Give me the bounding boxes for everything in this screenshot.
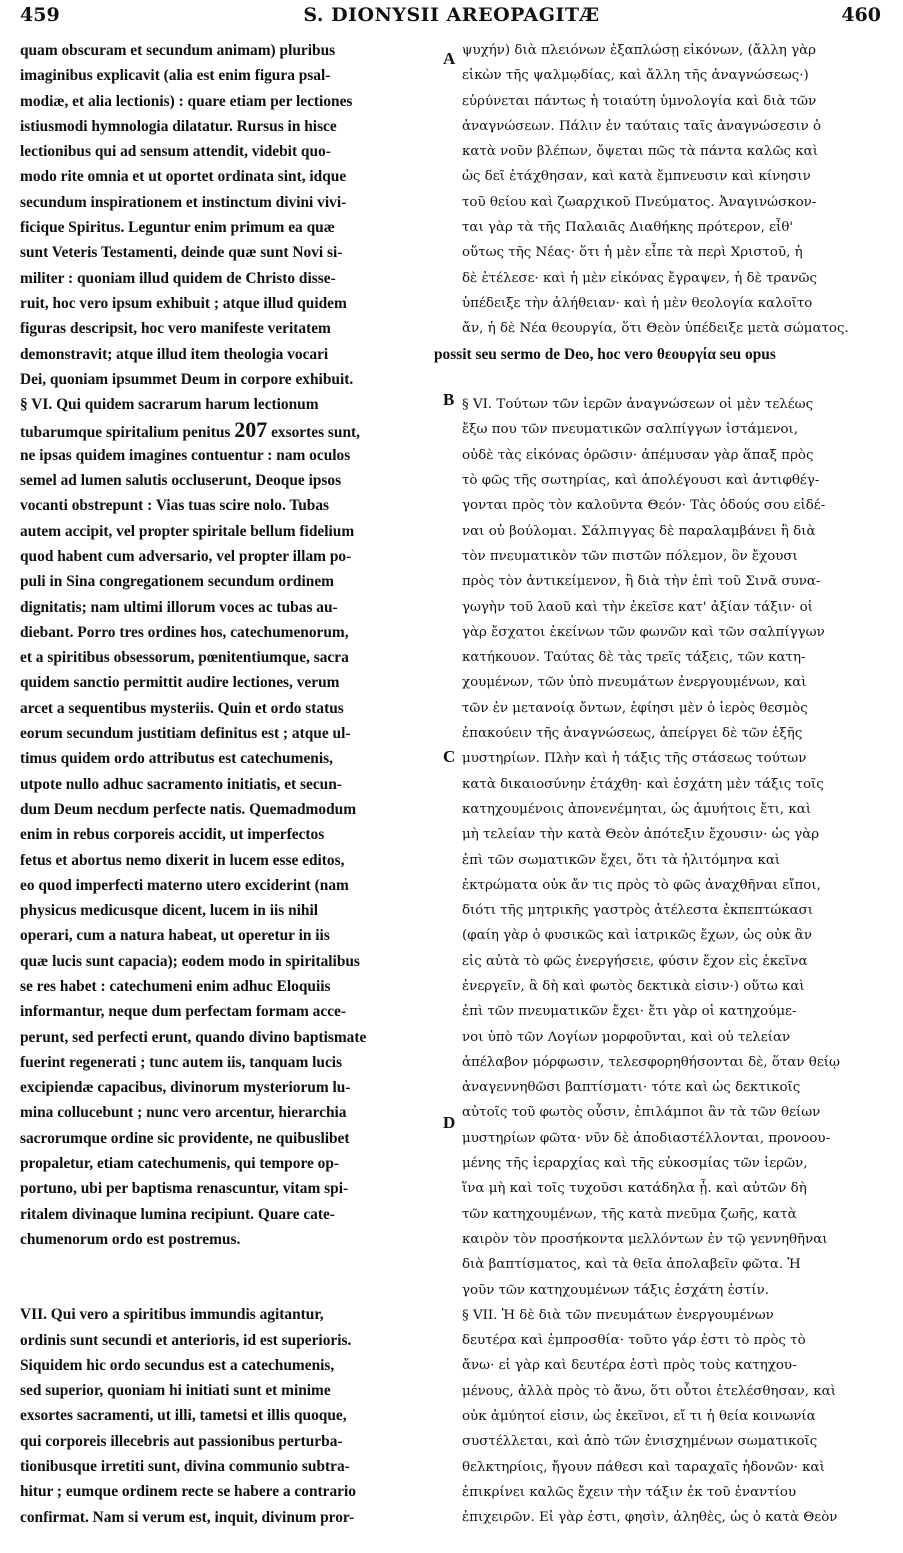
- text-line: quod habent cum adversario, vel propter illam po-: [20, 547, 352, 565]
- text-span: exsortes sunt,: [267, 424, 360, 442]
- text-line: ne ipsas quidem imagines contuentur : nam oculos: [20, 446, 351, 464]
- text-line: Siquidem hic ordo secundus est a catechumenis,: [20, 1356, 335, 1374]
- text-line: excipiendæ capacibus, divinorum mysteriorum lu-: [20, 1079, 351, 1097]
- text-line: puli in Sina congregationem secundum ordinem: [20, 573, 334, 591]
- text-line: οὐκ ἀμύητοί εἰσιν, ὡς ἐκεῖνοι, εἴ τι ἡ θεία κοινωνία: [462, 1409, 816, 1425]
- margin-marker-a: A: [443, 49, 456, 68]
- text-line: δὲ ἐτέλεσε· καὶ ἡ μὲν εἰκόνας ἔγραψεν, ἡ δὲ τρανῶς: [462, 270, 817, 286]
- text-line: οὐδὲ τὰς εἰκόνας ὁρῶσιν· ἀπέμυσαν γὰρ ἅπαξ πρὸς: [462, 447, 814, 463]
- text-line: diebant. Porro tres ordines hos, catechumenorum,: [20, 623, 349, 641]
- text-line: timus quidem ordo attributus est catechumenis,: [20, 750, 333, 768]
- text-line: dignitatis; nam ultimi illorum voces ac tubas au-: [20, 598, 338, 616]
- column-number: 207: [234, 417, 268, 443]
- text-line: νοι ὑπὸ τῶν Λογίων μορφοῦνται, καὶ οὐ τελείαν: [462, 1029, 791, 1045]
- text-line: modiæ, et alia lectionis) : quare etiam per lectiones: [20, 92, 353, 110]
- text-line: sed superior, quoniam hi initiati sunt et minime: [20, 1382, 331, 1400]
- text-line: ἄνω· εἰ γὰρ καὶ δευτέρα ἐστὶ πρὸς τοὺς κατηχου-: [462, 1358, 797, 1374]
- text-line: qui corporeis illecebris aut passionibus perturba-: [20, 1432, 343, 1450]
- text-line: hitur ; eumque ordinem recte se habere a contrario: [20, 1483, 356, 1501]
- text-line: et a spiritibus obsessorum, pœnitentiumque, sacra: [20, 649, 349, 667]
- latin-paragraph-3: [20, 1302, 438, 1530]
- text-line: quam obscuram et secundum animam) pluribus: [20, 42, 336, 59]
- text-line: ὡς δεῖ ἐτάχθησαν, καὶ κατὰ ἔμπνευσιν καὶ κίνησιν: [462, 169, 811, 185]
- text-line: figuras descripsit, hoc vero manifeste veritatem: [20, 320, 331, 338]
- text-line: μυστηρίων φῶτα· νῦν δὲ ἀποδιαστέλλονται, προνοου-: [462, 1130, 831, 1146]
- text-line: ἐπικρίνει καλῶς ἔχειν τὴν τάξιν ἐκ τοῦ ἐναντίου: [462, 1484, 797, 1500]
- text-line: ruit, hoc vero ipsum exhibuit ; atque illud quidem: [20, 294, 347, 312]
- text-line: se res habet : catechumeni enim adhuc Eloquiis: [20, 977, 331, 995]
- text-line: γονται πρὸς τὸν καλοῦντα Θεόν· Τὰς ὁδούς σου εἰδέ-: [462, 498, 826, 514]
- text-line: ἐκτρώματα οὐκ ἄν τις πρὸς τὸ φῶς ἀναχθῆναι εἴποι,: [462, 877, 821, 893]
- text-line: διότι τῆς μητρικῆς γαστρὸς ἀτέλεστα ἐκπεπτώκασι: [462, 903, 814, 919]
- paragraph-gap: [462, 367, 880, 392]
- text-line: τῶν κατηχουμένων, τῆς κατὰ πνεῦμα ζωῆς, κατὰ: [462, 1206, 797, 1222]
- text-line: μὴ τελείαν τὴν κατὰ Θεὸν ἀπότεξιν ἔχουσιν· ὡς γὰρ: [462, 827, 820, 843]
- text-line: [20, 417, 438, 442]
- text-line: ἐπιχειρῶν. Εἰ γὰρ ἐστι, φησὶν, ἀληθὲς, ὡς ὁ κατὰ Θεὸν: [462, 1510, 838, 1526]
- text-span: tubarumque spiritalium penitus: [20, 424, 235, 442]
- text-line: physicus medicusque dicent, lucem in iis nihil: [20, 902, 319, 920]
- text-line: ἐπὶ τῶν σωματικῶν ἔχει, ὅτι τὰ ἠλιτόμηνα καὶ: [462, 852, 781, 868]
- text-line: τῶν ἐν μετανοίᾳ ὄντων, ἐφίησι μὲν ὁ ἱερὸς θεσμὸς: [462, 700, 808, 716]
- greek-paragraph-3: [462, 1303, 880, 1531]
- text-line: γὰρ ἔσχατοι ἐκείνων τῶν φωνῶν καὶ τῶν σαλπίγγων: [462, 624, 825, 640]
- text-line: ἐπὶ τῶν πνευματικῶν ἔχει· ἔτι γὰρ οἱ κατηχούμε-: [462, 1004, 797, 1020]
- text-line: πρὸς τὸν ἀντικείμενον, ἢ διὰ τὴν ἐπὶ τοῦ Σινᾶ συνα-: [462, 574, 821, 590]
- text-line: ficique Spiritus. Leguntur enim primum ea quæ: [20, 219, 335, 237]
- text-line: διὰ βαπτίσματος, καὶ τὰ θεῖα ἀπολαβεῖν φῶτα. Ἡ: [462, 1257, 801, 1273]
- margin-marker-c: C: [443, 747, 456, 766]
- text-line: quidem sanctio permittit audire lectiones, verum: [20, 674, 340, 692]
- text-line: semel ad lumen salutis occluserunt, Deoque ipsos: [20, 472, 342, 490]
- section-heading-line: § VI. Qui quidem sacrarum harum lectionum: [20, 396, 319, 414]
- text-line: μένους, ἀλλὰ πρὸς τὸ ἄνω, ὅτι οὗτοι ἐτελέσθησαν, καὶ: [462, 1383, 836, 1399]
- latin-paragraph-1: [20, 38, 438, 392]
- text-line: secundum inspirationem et instinctum divini vivi-: [20, 193, 347, 211]
- text-line: ναι οὐ βούλομαι. Σάλπιγγας δὲ παραλαμβάνει ἢ διὰ: [462, 523, 816, 539]
- text-line: utpote nullo adhuc sacramento initiatis, et secun-: [20, 775, 342, 793]
- text-line: mina collucebunt ; nunc vero arcentur, hierarchia: [20, 1104, 347, 1122]
- text-line: confirmat. Nam si verum est, inquit, divinum pror-: [20, 1508, 355, 1526]
- text-line: lectionibus qui ad sensum attendit, videbit quo-: [20, 143, 331, 161]
- text-line: ritalem divinaque lumina recipiunt. Quare cate-: [20, 1205, 335, 1223]
- text-line: ἀπέλαβον μόρφωσιν, τελεσφορηθήσονται δὲ, ὅταν θείῳ: [462, 1054, 840, 1070]
- text-line: μένης τῆς ἱεραρχίας καὶ τῆς εὐκοσμίας τῶν ἱερῶν,: [462, 1156, 808, 1172]
- text-line: ὑπέδειξε τὴν ἀλήθειαν· καὶ ἡ μὲν θεολογία καλοῖτο: [462, 295, 813, 311]
- text-line: autem accipit, vel propter spiritale bellum fidelium: [20, 522, 355, 540]
- text-line: eo quod imperfecti materno utero exciderint (nam: [20, 876, 349, 894]
- running-title: S. DIONYSII AREOPAGITÆ: [303, 4, 600, 26]
- text-line: τὸν πνευματικὸν τῶν πιστῶν πόλεμον, ὃν ἔχουσι: [462, 548, 798, 564]
- text-line: ψυχήν) διὰ πλειόνων ἐξαπλώσῃ εἰκόνων, (ἄλλη γὰρ: [462, 43, 817, 58]
- text-line: enim in rebus corporeis accidit, ut imperfectos: [20, 826, 325, 844]
- text-line: ἄν, ἡ δὲ Νέα θεουργία, ὅτι Θεὸν ὑπέδειξε μετὰ σώματος.: [462, 321, 849, 337]
- text-line: modo rite omnia et ut oportet ordinata sint, idque: [20, 168, 347, 186]
- greek-paragraph-2: [462, 392, 880, 1303]
- left-page-number: 459: [20, 4, 60, 26]
- text-line: demonstravit; atque illud item theologia vocari: [20, 345, 329, 363]
- text-line: tionibusque irretiti sunt, divina communio subtra-: [20, 1458, 350, 1476]
- text-line: θελκτηρίοις, ἤγουν πάθεσι καὶ ταραχαῖς ἡδονῶν· καὶ: [462, 1459, 825, 1475]
- text-line: κατὰ δικαιοσύνην ἐτάχθη· καὶ ἐσχάτη μὲν τάξις τοῖς: [462, 776, 824, 792]
- text-line: perunt, sed perfecti erunt, quando divino baptismate: [20, 1028, 367, 1046]
- text-line: τοῦ θείου καὶ ζωαρχικοῦ Πνεύματος. Ἀναγινώσκον-: [462, 194, 817, 210]
- text-line: δευτέρα καὶ ἐμπροσθία· τοῦτο γάρ ἐστι τὸ πρὸς τὸ: [462, 1333, 806, 1349]
- latin-paragraph-2: [20, 392, 438, 1252]
- text-line: κατὰ νοῦν βλέπων, ὄψεται πῶς τὰ πάντα καλῶς καὶ: [462, 144, 818, 160]
- section-heading-line: § VII. Ἡ δὲ διὰ τῶν πνευμάτων ἐνεργουμένων: [462, 1307, 774, 1323]
- greek-paragraph-1: [434, 38, 880, 367]
- section-heading-line: VII. Qui vero a spiritibus immundis agitantur,: [20, 1306, 324, 1324]
- text-line: vocanti obstrepunt : Vias tuas scire nolo. Tubas: [20, 497, 330, 515]
- text-line: μυστηρίων. Πλὴν καὶ ἡ τάξις τῆς στάσεως τούτων: [462, 751, 807, 767]
- text-line: istiusmodi hymnologia dilatatur. Rursus in hisce: [20, 117, 337, 135]
- text-line: κατήκουον. Ταύτας δὲ τὰς τρεῖς τάξεις, τῶν κατη-: [462, 650, 806, 666]
- text-line: fetus et abortus nemo dixerit in lucem esse editos,: [20, 851, 345, 869]
- section-heading-line: § VI. Τούτων τῶν ἱερῶν ἀναγνώσεων οἱ μὲν τελέως: [462, 397, 814, 413]
- text-line: arcet a sequentibus mysteriis. Quin et ordo status: [20, 699, 344, 717]
- text-line: αὐτοῖς τοῦ φωτὸς οὖσιν, ἐπιλάμποι ἂν τὰ τῶν θείων: [462, 1105, 821, 1121]
- text-line: γοῦν τῶν κατηχουμένων τάξις ἐσχάτη ἐστίν.: [462, 1282, 769, 1298]
- text-line: possit seu sermo de Deo, hoc vero θεουργία seu opus: [434, 345, 776, 363]
- text-line: καιρὸν τὸν προσήκοντα μελλόντων ἐν τῷ γεννηθῆναι: [462, 1231, 828, 1247]
- text-line: sunt Veteris Testamenti, deinde quæ sunt Novi si-: [20, 244, 343, 262]
- text-line: συστέλλεται, καὶ ἀπὸ τῶν ἐνισχημένων σωματικοῖς: [462, 1434, 818, 1450]
- text-line: ται γὰρ τὰ τῆς Παλαιᾶς Διαθήκης πρότερον, εἶθ': [462, 220, 794, 236]
- text-line: operari, cum a natura habeat, ut operetur in iis: [20, 927, 330, 945]
- paragraph-gap: [20, 1252, 438, 1302]
- text-line: εἰκὼν τῆς ψαλμῳδίας, καὶ ἄλλη τῆς ἀναγνώσεως·): [462, 68, 809, 84]
- right-page-number: 460: [841, 4, 881, 26]
- text-line: dum Deum necdum perfecte natis. Quemadmodum: [20, 800, 357, 818]
- text-line: κατηχουμένοις ἀπονενέμηται, ὡς ἀμυήτοις ἔτι, καὶ: [462, 801, 812, 817]
- text-line: eorum secundum justitiam definitus est ; atque ul-: [20, 725, 351, 743]
- margin-marker-b: B: [443, 390, 455, 409]
- text-line: ordinis sunt secundi et anterioris, id est superioris.: [20, 1331, 352, 1349]
- text-line: ἔξω που τῶν πνευματικῶν σαλπίγγων ἱστάμενοι,: [462, 422, 799, 438]
- text-line: ἀναγεννηθῶσι βαπτίσματι· τότε καὶ ὡς δεκτικοῖς: [462, 1080, 801, 1096]
- text-line: εἰς αὐτὰ τὸ φῶς ἐνεργήσειε, φύσιν ἔχον εἰς ἐκεῖνα: [462, 953, 808, 969]
- text-line: οὕτως τῆς Νέας· ὅτι ἡ μὲν εἶπε τὰ περὶ Χριστοῦ, ἡ: [462, 245, 803, 261]
- text-line: ἐπακούειν τῆς ἀναγνώσεως, ἀπείργει δὲ τῶν ἑξῆς: [462, 726, 803, 742]
- text-line: fuerint regenerati ; tunc autem iis, tanquam lucis: [20, 1053, 343, 1071]
- page-header: [0, 4, 903, 38]
- text-line: γωγὴν τοῦ λαοῦ καὶ τὴν ἐκεῖσε κατ' ἀξίαν τάξιν· οἱ: [462, 599, 813, 615]
- text-line: portuno, ubi per baptisma renascuntur, vitam spi-: [20, 1180, 349, 1198]
- margin-marker-d: D: [443, 1113, 456, 1132]
- text-line: εὐρύνεται πάντως ἡ τοιαύτη ὑμνολογία καὶ διὰ τῶν: [462, 93, 817, 109]
- text-line: militer : quoniam illud quidem de Christo disse-: [20, 269, 336, 287]
- greek-column: [434, 38, 880, 1531]
- text-line: sacrorumque ordine sic providente, ne quibuslibet: [20, 1129, 350, 1147]
- text-line: (φαίη γὰρ ὁ φυσικῶς καὶ ἰατρικῶς ἔχων, ὡς οὐκ ἂν: [462, 928, 812, 944]
- text-line: exsortes sacramenti, ut illi, tametsi et illis quoque,: [20, 1407, 347, 1425]
- text-line: imaginibus explicavit (alia est enim figura psal-: [20, 67, 331, 85]
- text-line: quæ lucis sunt capacia); eodem modo in spiritalibus: [20, 952, 360, 970]
- text-line: Dei, quoniam ipsummet Deum in corpore exhibuit.: [20, 370, 354, 388]
- text-line: propaletur, etiam catechumenis, qui tempore op-: [20, 1155, 340, 1173]
- text-line: χουμένων, τῶν ὑπὸ πνευμάτων ἐνεργουμένων, καὶ: [462, 675, 807, 691]
- text-line: informantur, neque dum perfectam formam acce-: [20, 1003, 346, 1021]
- text-line: ἵνα μὴ καὶ τοῖς τυχοῦσι κατάδηλα ᾖ. καὶ αὐτῶν δὴ: [462, 1181, 807, 1197]
- text-line: ἀναγνώσεων. Πάλιν ἐν ταύταις ταῖς ἀναγνώσεσιν ὁ: [462, 118, 822, 134]
- text-line: τὸ φῶς τῆς σωτηρίας, καὶ ἀπολέγουσι καὶ ἀντιφθέγ-: [462, 473, 820, 489]
- text-line: ἐνεργεῖν, ἃ δὴ καὶ φωτὸς δεκτικὰ εἰσιν·) οὕτω καὶ: [462, 978, 805, 994]
- text-line: chumenorum ordo est postremus.: [20, 1230, 241, 1248]
- latin-column: [20, 38, 438, 1530]
